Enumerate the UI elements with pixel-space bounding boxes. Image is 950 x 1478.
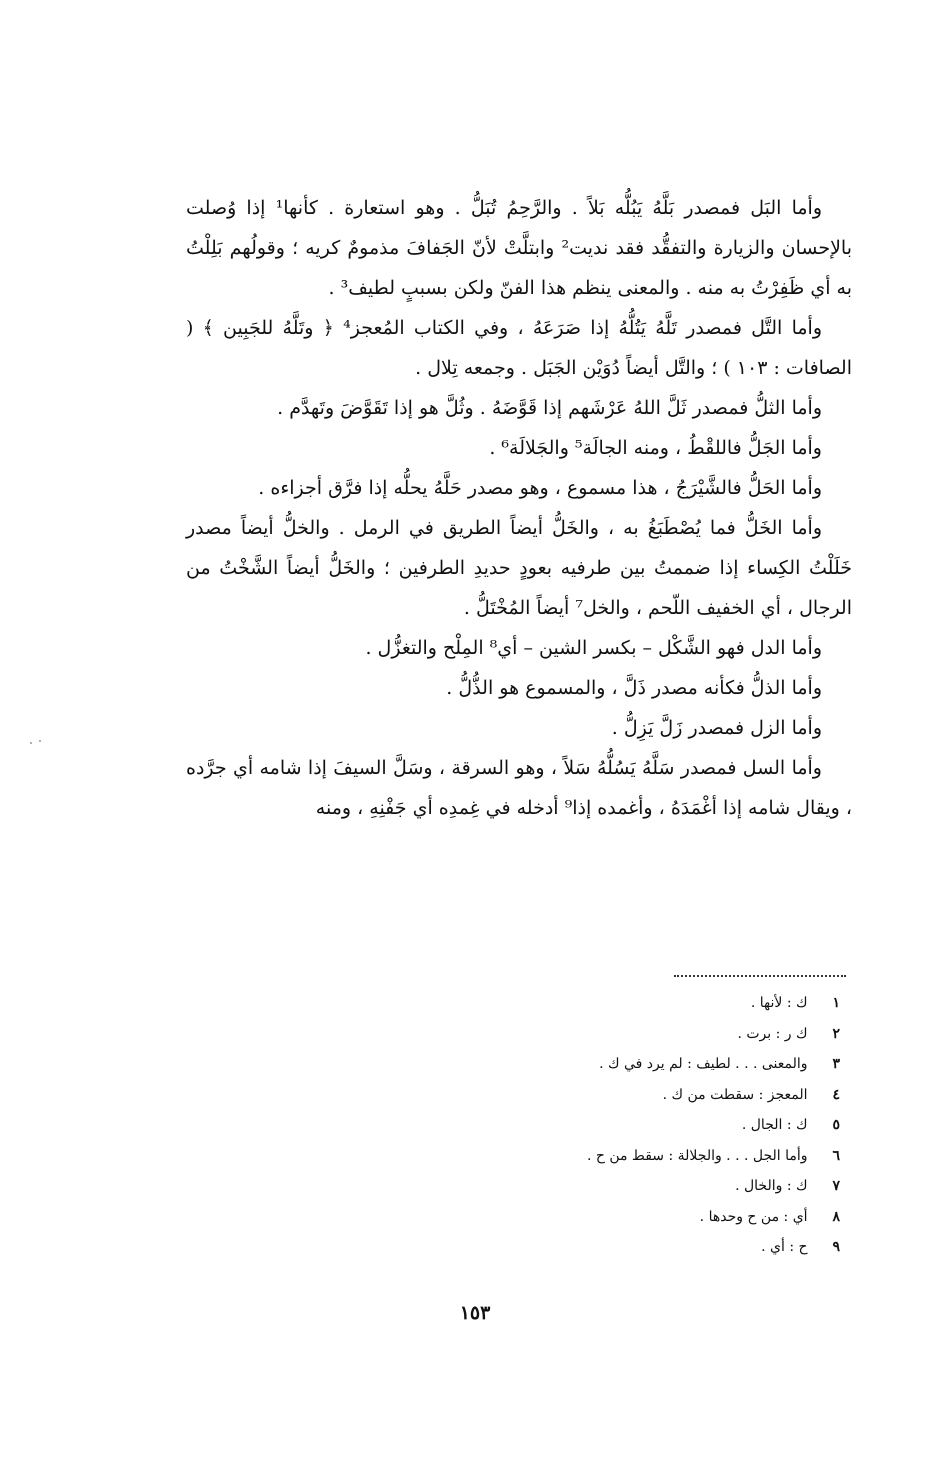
paragraph-tal: وأما التَّل فمصدر تَلَّهُ يَتُلُّهُ إذا صَرَعَهُ ، وفي الكتاب المُعجز⁴ ﴿ وتَلَّهُ للجَبِين ﴾ ( الصافات : ١٠٣ ) ؛ والتَّل أيضاً دُوَيْن الجَبَل . وجمعه تِلال . (186, 317, 852, 379)
paragraph-dal: وأما الدل فهو الشَّكْل – بكسر الشين – أي⁸ المِلْح والتغزُّل . (365, 637, 822, 659)
footnote-divider (674, 975, 846, 977)
footnotes (300, 988, 840, 1263)
footnote-number: ٢ (832, 1025, 840, 1042)
footnote-number: ٦ (832, 1147, 840, 1164)
scan-speck (30, 742, 32, 744)
footnote-number: ٩ (832, 1239, 840, 1255)
paragraph-zal: وأما الزل فمصدر زَلَّ يَزِلُّ . (611, 717, 822, 739)
footnote-number: ٨ (832, 1208, 840, 1225)
footnote-item (300, 1232, 840, 1263)
footnote-item (300, 1141, 840, 1172)
footnote-item (300, 1080, 840, 1111)
footnote-item (300, 988, 840, 1019)
scan-specks (30, 740, 44, 746)
footnote-text: ح : أي . (761, 1239, 808, 1255)
footnote-text: ك : لأنها . (750, 995, 808, 1011)
footnote-text: أي : من ح وحدها . (699, 1208, 808, 1225)
paragraph-dhal: وأما الذلُّ فكأنه مصدر ذَلَّ ، والمسموع هو الذُّلُّ . (446, 677, 822, 699)
page-number: ١٥٣ (459, 1302, 491, 1324)
footnote-text: المعجز : سقطت من ك . (662, 1086, 808, 1103)
paragraph-bal: وأما البَل فمصدر بَلَّهُ يَبُلُّه بَلاً . والرَّحِمُ تُبَلُّ . وهو استعارة . كأنها¹ إذا وُصلت بالإحسان والزيارة والتفقُّد فقد نديت² وابتلَّتْ لأنّ الجَفافَ مذمومٌ كريه ؛ وقولُهم بَلِلْتُ به أي ظَفِرْتُ به منه . والمعنى ينظم هذا الفنّ ولكن بسببٍ لطيف³ . (186, 197, 852, 299)
paragraph-hal: وأما الحَلُّ فالشَّيْرَجُ ، هذا مسموع ، وهو مصدر حَلَّهُ يحلُّه إذا فرَّق أجزاءه . (258, 477, 822, 499)
footnote-text: ك ر : برت . (737, 1025, 808, 1042)
footnote-item (300, 1110, 840, 1141)
footnote-text: والمعنى . . . لطيف : لم يرد في ك . (599, 1056, 808, 1072)
main-text (186, 188, 852, 828)
paragraph-sal: وأما السل فمصدر سَلَّهُ يَسُلُّهُ سَلاً ، وهو السرقة ، وسَلَّ السيفَ إذا شامه أي جرَّده ، ويقال شامه إذا أغْمَدَهُ ، وأغمده إذا⁹ أدخله في غِمدِه أي جَفْنِهِ ، ومنه (186, 757, 852, 819)
footnote-item (300, 1049, 840, 1080)
footnote-number: ٥ (832, 1117, 840, 1133)
paragraph-thal: وأما الثلُّ فمصدر ثَلَّ اللهُ عَرْشَهم إذا قَوَّضَهُ . وثُلَّ هو إذا تَقَوَّضَ وتَهدَّم . (277, 397, 822, 419)
scan-speck (39, 740, 41, 742)
paragraph-khal: وأما الخَلُّ فما يُصْطَبَغُ به ، والخَلُّ أيضاً الطريق في الرمل . والخلُّ أيضاً مصدر خَلَلْتُ الكِساء إذا ضممتُ بين طرفيه بعودٍ حديدِ الطرفين ؛ والخَلُّ أيضاً الشَّخْتُ من الرجال ، أي الخفيف اللّحم ، والخل⁷ أيضاً المُخْتَلُّ . (186, 517, 852, 619)
footnote-number: ٣ (832, 1056, 840, 1072)
footnote-number: ٤ (832, 1086, 840, 1103)
footnote-item (300, 1019, 840, 1050)
footnote-number: ١ (832, 995, 840, 1011)
footnote-text: ك : الجال . (741, 1117, 808, 1133)
footnote-number: ٧ (832, 1178, 840, 1194)
footnote-item (300, 1171, 840, 1202)
footnote-text: وأما الجل . . . والجلالة : سقط من ح . (586, 1147, 808, 1164)
paragraph-jal: وأما الجَلُّ فاللقْطُ ، ومنه الجالَة⁵ والجَلالَة⁶ . (489, 437, 822, 459)
footnote-item (300, 1202, 840, 1233)
footnote-text: ك : والخال . (735, 1178, 808, 1194)
